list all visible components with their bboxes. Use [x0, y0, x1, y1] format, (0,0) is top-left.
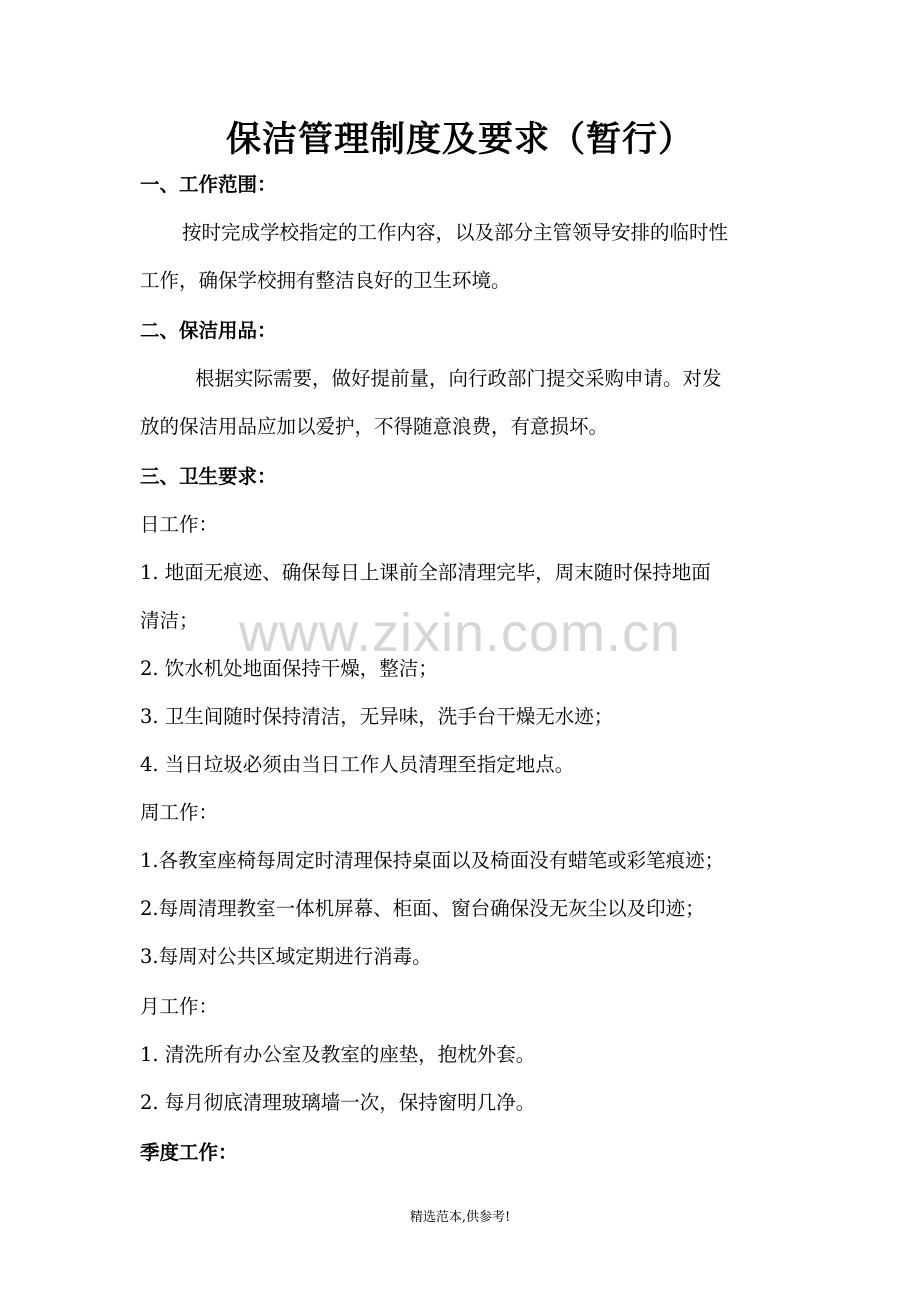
subheading-daily: 日工作： [140, 513, 219, 536]
watermark: www.zixin.com.cn [238, 603, 682, 663]
paragraph-line: 工作，确保学校拥有整洁良好的卫生环境。 [140, 269, 511, 292]
section-heading-scope: 一、工作范围： [140, 173, 277, 196]
section-heading-hygiene: 三、卫生要求： [140, 465, 277, 488]
list-item: 1. 清洗所有办公室及教室的座垫，抱枕外套。 [140, 1043, 536, 1066]
subheading-quarterly: 季度工作： [140, 1141, 238, 1164]
list-item: 2. 每月彻底清理玻璃墙一次，保持窗明几净。 [140, 1091, 536, 1114]
page-title: 保洁管理制度及要求（暂行） [225, 119, 694, 160]
subheading-monthly: 月工作： [140, 995, 219, 1018]
list-item: 2. 饮水机处地面保持干燥，整洁； [140, 657, 438, 680]
list-item: 1.各教室座椅每周定时清理保持桌面以及椅面没有蜡笔或彩笔痕迹； [140, 849, 725, 872]
list-item: 3. 卫生间随时保持清洁，无异味，洗手台干燥无水迹； [140, 705, 614, 728]
list-item: 3.每周对公共区域定期进行消毒。 [140, 945, 432, 968]
paragraph-line: 按时完成学校指定的工作内容，以及部分主管领导安排的临时性 [182, 221, 729, 244]
list-item: 1. 地面无痕迹、确保每日上课前全部清理完毕，周末随时保持地面 [140, 561, 711, 584]
list-item: 2.每周清理教室一体机屏幕、柜面、窗台确保没无灰尘以及印迹； [140, 897, 705, 920]
paragraph-line: 放的保洁用品应加以爱护，不得随意浪费，有意损坏。 [140, 415, 609, 438]
list-item: 4. 当日垃圾必须由当日工作人员清理至指定地点。 [140, 753, 575, 776]
section-heading-supplies: 二、保洁用品： [140, 319, 277, 342]
paragraph-line: 根据实际需要，做好提前量，向行政部门提交采购申请。对发 [195, 367, 722, 390]
page-footer: 精选范本,供参考! [409, 1210, 511, 1225]
subheading-weekly: 周工作： [140, 801, 219, 824]
list-item-continued: 清洁； [140, 609, 199, 632]
